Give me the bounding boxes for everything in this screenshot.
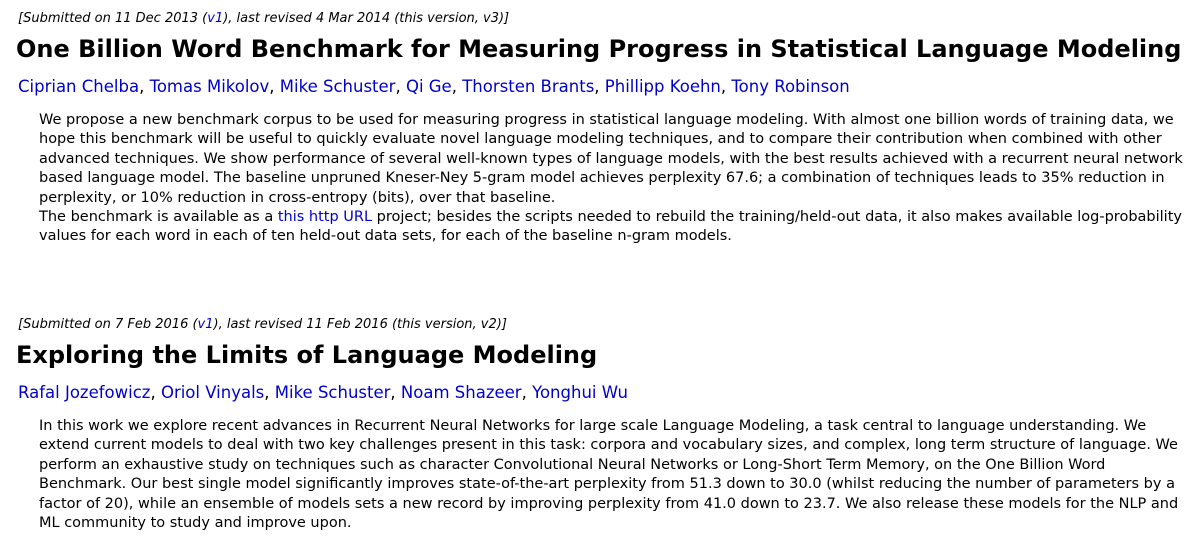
paper-entry-1 [0, 10, 1199, 247]
http-url-link[interactable]: this http URL [277, 209, 373, 226]
author-separator: , [150, 383, 161, 402]
version-v1-link[interactable]: v1 [207, 11, 224, 26]
author-link[interactable]: Ciprian Chelba [18, 77, 140, 96]
author-separator: , [264, 383, 275, 402]
author-link[interactable]: Mike Schuster [279, 77, 396, 96]
author-list [18, 75, 1199, 99]
author-link[interactable]: Qi Ge [405, 77, 452, 96]
dateline-prefix: [Submitted on 11 Dec 2013 ( [18, 11, 208, 26]
author-separator: , [720, 77, 732, 96]
author-link[interactable]: Mike Schuster [274, 383, 391, 402]
submission-dateline [18, 316, 1199, 334]
author-link[interactable]: Phillipp Koehn [604, 77, 721, 96]
abstract-text: The benchmark is available as a [39, 209, 278, 226]
submission-dateline [18, 10, 1199, 28]
abstract [39, 111, 1189, 247]
abstract-paragraph: We propose a new benchmark corpus to be used for measuring progress in statistical language modeling. With almost one billion words of training data, we hope this benchmark will be useful to quickly evaluate novel language modeling techniques, and to compare their contribution when combined with other advanced techniques. We show performance of several well-known types of language models, with the best results achieved with a recurrent neural network based language model. The baseline unpruned Kneser-Ney 5-gram model achieves perplexity 67.6; a combination of techniques leads to 35% reduction in perplexity, or 10% reduction in cross-entropy (bits), over that baseline. [39, 112, 1183, 206]
abstract-text: project; besides the scripts needed to rebuild the training/held-out data, it also makes available log-probability values for each word in each of ten held-out data sets, for each of the baseline n-gram models. [39, 209, 1182, 245]
author-link[interactable]: Rafal Jozefowicz [18, 383, 151, 402]
author-link[interactable]: Thorsten Brants [462, 77, 595, 96]
paper-title: Exploring the Limits of Language Modeling [16, 341, 598, 369]
version-v1-link[interactable]: v1 [197, 317, 214, 332]
abstract-paragraph: In this work we explore recent advances in Recurrent Neural Networks for large scale Language Modeling, a task central to language understanding. We extend current models to deal with two key challenges present in this task: corpora and vocabulary sizes, and complex, long term structure of language. We perform an exhaustive study on techniques such as character Convolutional Neural Networks or Long-Short Term Memory, on the One Billion Word Benchmark. Our best single model significantly improves state-of-the-art perplexity from 51.3 down to 30.0 (whilst reducing the number of parameters by a factor of 20), while an ensemble of models sets a new record by improving perplexity from 41.0 down to 23.7. We also release these models for the NLP and ML community to study and improve upon. [39, 418, 1179, 532]
author-separator: , [269, 77, 280, 96]
paper-entry-2 [0, 316, 1199, 533]
abstract-paragraph [39, 208, 1189, 247]
author-separator: , [451, 77, 463, 96]
dateline-suffix: ), last revised 4 Mar 2014 (this version, v3)] [223, 11, 510, 26]
author-link[interactable]: Yonghui Wu [532, 383, 628, 402]
author-link[interactable]: Tony Robinson [731, 77, 850, 96]
author-link[interactable]: Oriol Vinyals [160, 383, 265, 402]
author-link[interactable]: Noam Shazeer [400, 383, 522, 402]
author-separator: , [390, 383, 401, 402]
paper-title: One Billion Word Benchmark for Measuring Progress in Statistical Language Modeling [16, 35, 1182, 63]
author-separator: , [521, 383, 533, 402]
author-separator: , [395, 77, 406, 96]
dateline-suffix: ), last revised 11 Feb 2016 (this version, v2)] [213, 317, 507, 332]
abstract [39, 417, 1189, 533]
author-separator: , [139, 77, 150, 96]
author-list [18, 381, 1199, 405]
author-link[interactable]: Tomas Mikolov [149, 77, 270, 96]
dateline-prefix: [Submitted on 7 Feb 2016 ( [18, 317, 198, 332]
author-separator: , [594, 77, 605, 96]
